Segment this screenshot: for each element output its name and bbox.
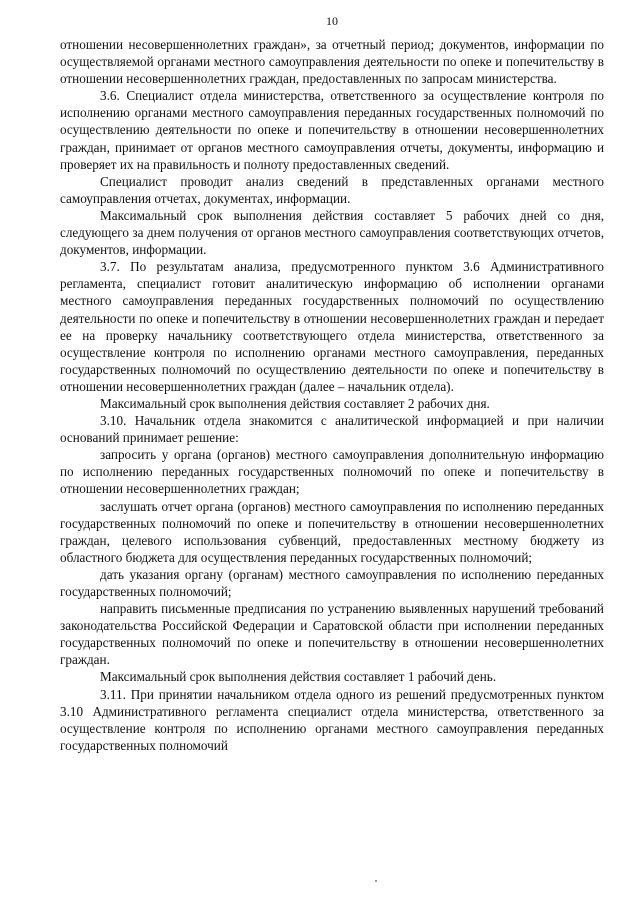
paragraph-decision-request: запросить у органа (органов) местного самоуправления дополнительную информацию по исполнению переданных государственных полномочий по опеке и попечительству в отношении несовершеннолетних граждан; — [60, 447, 604, 497]
paragraph-deadline-5-days: Максимальный срок выполнения действия составляет 5 рабочих дней со дня, следующего за днем получения от органов местного самоуправления соответствующих отчетов, документов, информации. — [60, 207, 604, 258]
paragraph-3-10: 3.10. Начальник отдела знакомится с аналитической информацией и при наличии оснований принимает решение: — [60, 413, 604, 446]
paragraph-3-11: 3.11. При принятии начальником отдела одного из решений предусмотренных пунктом 3.10 Административного регламента специалист отдела министерства, ответственного за осуществление контроля по исполнению органами местного самоуправления переданных государственных полномочий — [60, 686, 604, 753]
paragraph-deadline-1-day: Максимальный срок выполнения действия составляет 1 рабочий день. — [100, 669, 497, 685]
paragraph-decision-hear-report: заслушать отчет органа (органов) местного самоуправления по исполнению переданных государственных полномочий по опеке и попечительству в отношении несовершеннолетних граждан, целевого использования субвенций, предоставленных местному бюджету из областного бюджета для осуществления переданных государственных полномочий; — [60, 498, 604, 565]
paragraph-decision-orders: направить письменные предписания по устранению выявленных нарушений требований законодательства Российской Федерации и Саратовской области при исполнении переданных государственных полномочий по опеке и попечительству в отношении несовершеннолетних граждан. — [60, 601, 604, 668]
page-number: 10 — [326, 14, 338, 28]
paragraph-analysis: Специалист проводит анализ сведений в представленных органами местного самоуправления отчетах, документах, информации. — [60, 173, 604, 206]
paragraph-3-6: 3.6. Специалист отдела министерства, ответственного за осуществление контроля по исполнению органами местного самоуправления переданных государственных полномочий по осуществлению деятельности по опеке и попечительству в отношении несовершеннолетних граждан, принимает от органов местного самоуправления отчеты, документы, информацию и проверяет их на правильность и полноту предоставленных сведений. — [60, 88, 604, 172]
paragraph-deadline-2-days: Максимальный срок выполнения действия составляет 2 рабочих дня. — [100, 395, 490, 411]
paragraph-3-7: 3.7. По результатам анализа, предусмотренного пунктом 3.6 Административного регламента, специалист готовит аналитическую информацию об исполнении органами местного самоуправления переданных государственных полномочий по осуществлению деятельности по опеке и попечительству в отношении несовершеннолетних граждан и передает ее на проверку начальнику соответствующего отдела министерства, ответственного за осуществление контроля по исполнению органами местного самоуправления, переданных государственных полномочий по осуществлению деятельности по опеке и попечительству в отношении несовершеннолетних граждан (далее – начальник отдела). — [60, 259, 604, 394]
paragraph-decision-instructions: дать указания органу (органам) местного самоуправления по исполнению переданных государственных полномочий; — [60, 566, 604, 599]
paragraph-continuation: отношении несовершеннолетних граждан», за отчетный период; документов, информации по осуществляемой органами местного самоуправления деятельности по опеке и попечительству в отношении несовершеннолетних граждан, предоставленных по запросам министерства. — [60, 37, 604, 87]
scan-speck — [375, 880, 377, 882]
